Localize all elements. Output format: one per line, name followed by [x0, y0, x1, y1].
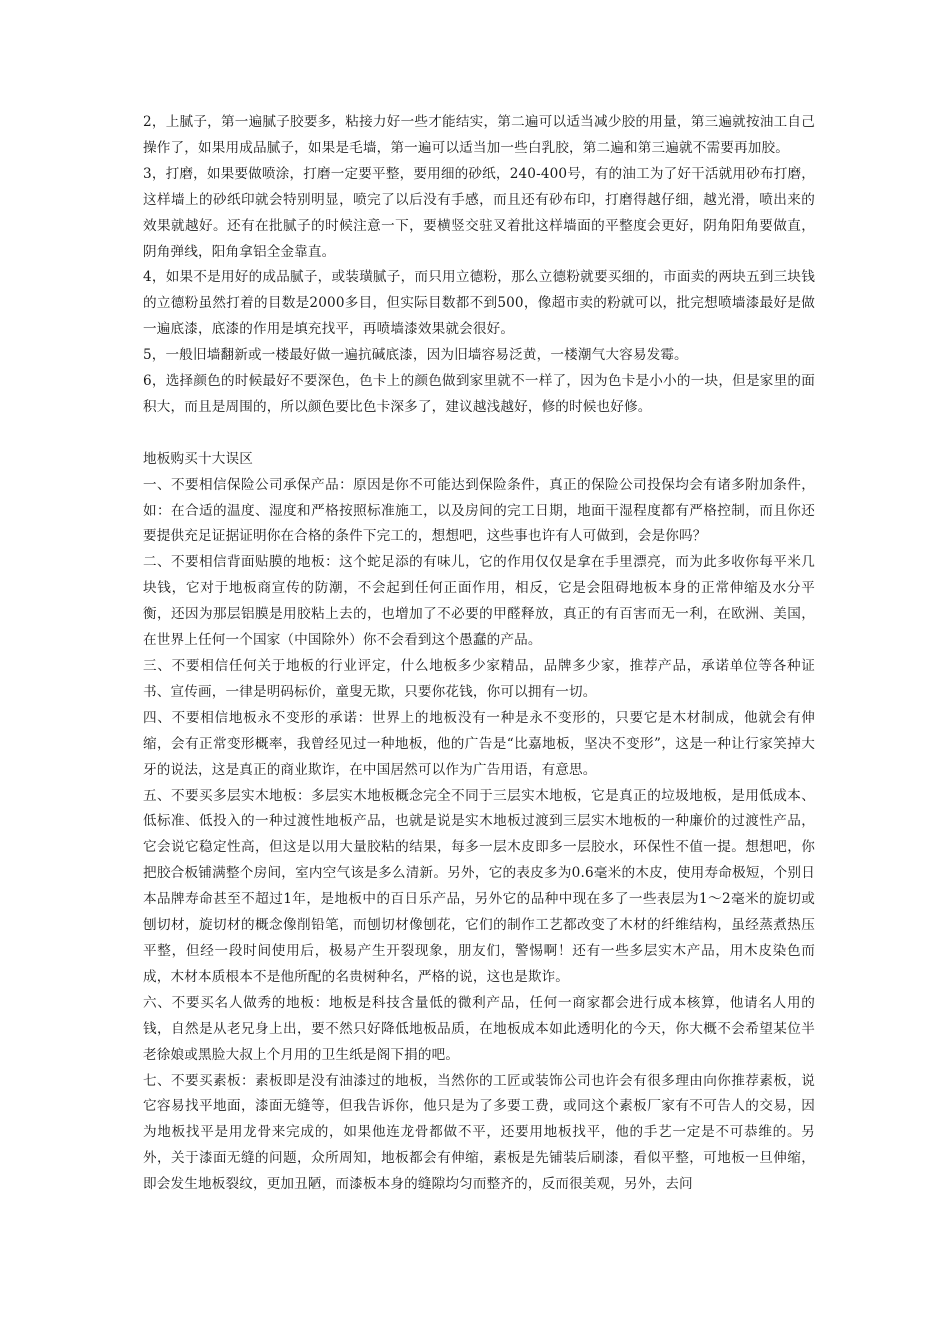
section-floor-mistakes: [143, 447, 815, 1198]
document-page: [143, 110, 815, 1198]
paragraph-step-4: 4，如果不是用好的成品腻子，或装璜腻子，而只用立德粉，那么立德粉就要买细的，市面卖的两块五到三块钱的立德粉虽然打着的目数是2000多目，但实际目数都不到500，像超市卖的粉就可以，批完想喷墙漆最好是做一遍底漆，底漆的作用是填充找平，再喷墙漆效果就会很好。: [143, 269, 815, 338]
paragraph-mistake-5: 五、不要买多层实木地板：多层实木地板概念完全不同于三层实木地板，它是真正的垃圾地板，是用低成本、低标准、低投入的一种过渡性地板产品，也就是说是实木地板过渡到三层实木地板的一种廉价的过渡性产品，它会说它稳定性高，但这是以用大量胶粘的结果，每多一层木皮即多一层胶水，环保性不值一提。想想吧，你把胶合板铺满整个房间，室内空气该是多么清新。另外，它的表皮多为0.6毫米的木皮，使用寿命极短，个别日本品牌寿命甚至不超过1年，是地板中的百日乐产品，另外它的品种中现在多了一些表层为1～2毫米的旋切或刨切材，旋切材的概念像削铅笔，而刨切材像刨花，它们的制作工艺都改变了木材的纤维结构，虽经蒸煮热压平整，但经一段时间使用后，极易产生开裂现象，朋友们，警惕啊！还有一些多层实木产品，用木皮染色而成，木材本质根本不是他所配的名贵树种名，严格的说，这也是欺诈。: [143, 787, 815, 985]
paragraph-mistake-1: 一、不要相信保险公司承保产品：原因是你不可能达到保险条件，真正的保险公司投保均会有诸多附加条件，如：在合适的温度、湿度和严格按照标准施工，以及房间的完工日期，地面干湿程度都有严格控制，而且你还要提供充足证据证明你在合格的条件下完工的，想想吧，这些事也许有人可做到，会是你吗？: [143, 476, 815, 545]
paragraph-step-6: 6，选择颜色的时候最好不要深色，色卡上的颜色做到家里就不一样了，因为色卡是小小的一块，但是家里的面积大，而且是周围的，所以颜色要比色卡深多了，建议越浅越好，修的时候也好修。: [143, 373, 815, 415]
paragraph-mistake-7: 七、不要买素板：素板即是没有油漆过的地板，当然你的工匠或装饰公司也许会有很多理由向你推荐素板，说它容易找平地面，漆面无缝等，但我告诉你，他只是为了多要工费，或同这个素板厂家有不可告人的交易，因为地板找平是用龙骨来完成的，如果他连龙骨都做不平，还要用地板找平，他的手艺一定是不可恭维的。另外，关于漆面无缝的问题，众所周知，地板都会有伸缩，素板是先铺装后刷漆，看似平整，可地板一旦伸缩，即会发生地板裂纹，更加丑陋，而漆板本身的缝隙均匀而整齐的，反而很美观，另外，去问: [143, 1072, 815, 1193]
paragraph-mistake-2: 二、不要相信背面贴膜的地板：这个蛇足添的有味儿，它的作用仅仅是拿在手里漂亮，而为此多收你每平米几块钱，它对于地板商宣传的防潮，不会起到任何正面作用，相反，它是会阻碍地板本身的正常伸缩及水分平衡，还因为那层铝膜是用胶粘上去的，也增加了不必要的甲醛释放，真正的有百害而无一利，在欧洲、美国，在世界上任何一个国家（中国除外）你不会看到这个愚蠢的产品。: [143, 554, 815, 649]
paragraph-step-5: 5，一般旧墙翻新或一楼最好做一遍抗碱底漆，因为旧墙容易泛黄，一楼潮气大容易发霉。: [143, 347, 688, 364]
paragraph-step-3: 3，打磨，如果要做喷涂，打磨一定要平整，要用细的砂纸，240-400号，有的油工为了好干活就用砂布打磨，这样墙上的砂纸印就会特别明显，喷完了以后没有手感，而且还有砂布印，打磨得越仔细，越光滑，喷出来的效果就越好。还有在批腻子的时候注意一下，要横竖交驻叉着批这样墙面的平整度会更好，阴角阳角要做直，阴角弹线，阳角拿铝全金靠直。: [143, 165, 815, 260]
section-spacer: [143, 421, 815, 447]
paragraph-mistake-6: 六、不要买名人做秀的地板：地板是科技含量低的微利产品，任何一商家都会进行成本核算，他请名人用的钱，自然是从老兄身上出，要不然只好降低地板品质，在地板成本如此透明化的今天，你大概不会希望某位半老徐娘或黑脸大叔上个月用的卫生纸是阁下捐的吧。: [143, 994, 815, 1063]
section-wall-painting: [143, 110, 815, 421]
paragraph-step-2: 2，上腻子，第一遍腻子胶要多，粘接力好一些才能结实，第二遍可以适当减少胶的用量，第三遍就按油工自己操作了，如果用成品腻子，如果是毛墙，第一遍可以适当加一些白乳胶，第二遍和第三遍就不需要再加胶。: [143, 114, 815, 156]
paragraph-mistake-4: 四、不要相信地板永不变形的承诺：世界上的地板没有一种是永不变形的，只要它是木材制成，他就会有伸缩，会有正常变形概率，我曾经见过一种地板，他的广告是“比嘉地板，坚决不变形”，这是一种让行家笑掉大牙的说法，这是真正的商业欺诈，在中国居然可以作为广告用语，有意思。: [143, 709, 815, 778]
paragraph-mistake-3: 三、不要相信任何关于地板的行业评定，什么地板多少家精品，品牌多少家，推荐产品，承诺单位等各种证书、宣传画，一律是明码标价，童叟无欺，只要你花钱，你可以拥有一切。: [143, 658, 815, 700]
section-title: 地板购买十大误区: [143, 450, 253, 467]
